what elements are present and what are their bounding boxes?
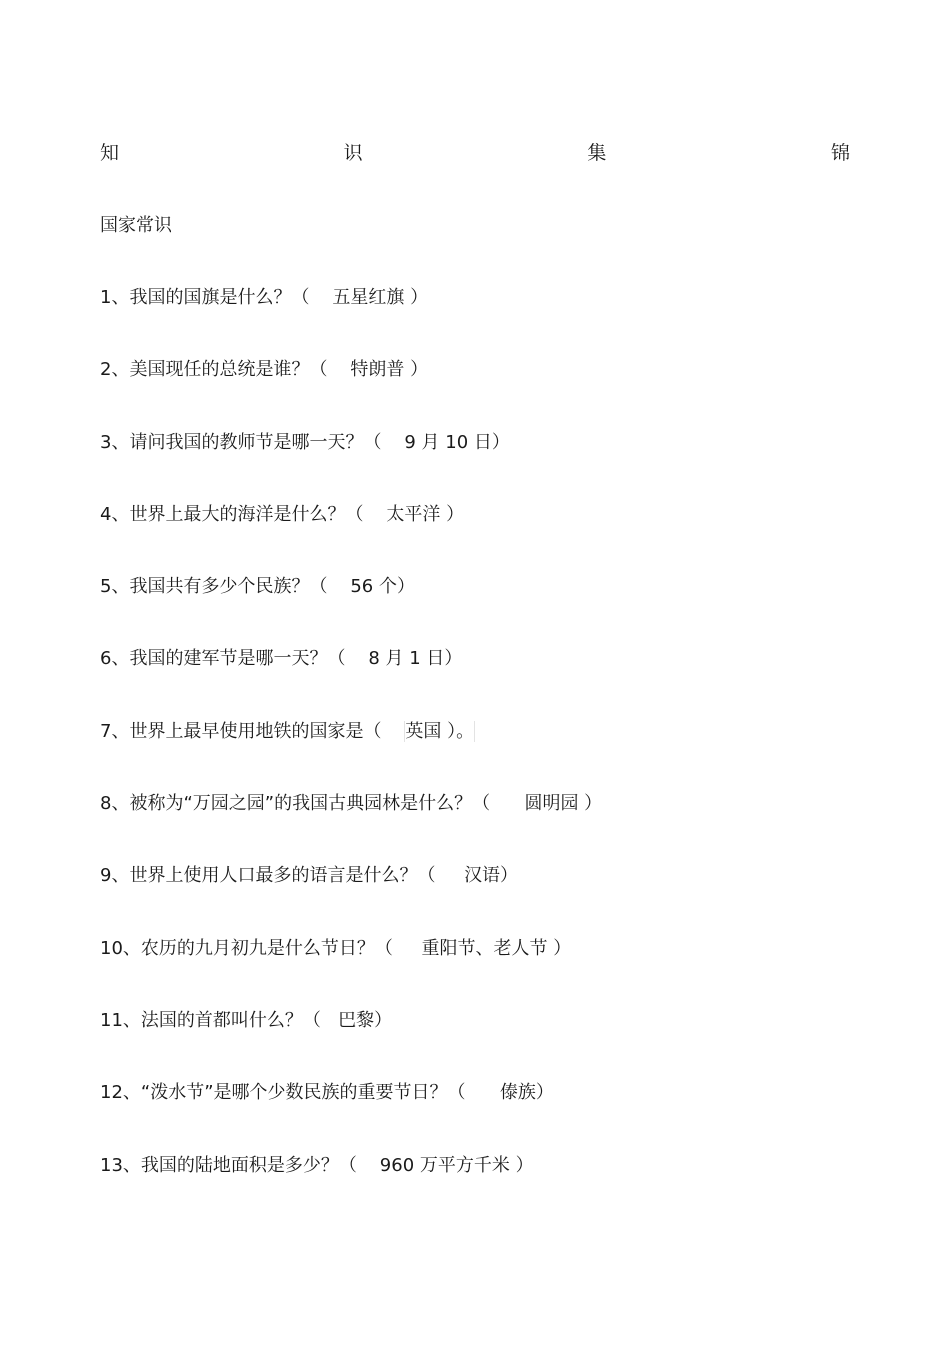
answer-text: 巴黎） bbox=[338, 1009, 393, 1031]
qa-item bbox=[100, 285, 602, 357]
title-char: 识 bbox=[343, 142, 363, 164]
qa-item bbox=[100, 502, 602, 574]
document-title bbox=[100, 140, 850, 166]
title-char: 集 bbox=[587, 142, 607, 164]
qa-item bbox=[100, 791, 602, 863]
qa-item bbox=[100, 936, 602, 1008]
section-heading: 国家常识 bbox=[100, 215, 172, 236]
question-text: 9、世界上使用人口最多的语言是什么？（ bbox=[100, 865, 436, 887]
question-text: 12、“泼水节”是哪个少数民族的重要节日？（ bbox=[100, 1082, 466, 1104]
question-text: 7、世界上最早使用地铁的国家是（ bbox=[100, 720, 382, 742]
answer-text: 9 月 10 日） bbox=[404, 431, 510, 453]
qa-item bbox=[100, 1080, 602, 1152]
question-text: 10、农历的九月初九是什么节日？（ bbox=[100, 937, 393, 959]
question-text: 6、我国的建军节是哪一天？（ bbox=[100, 648, 346, 670]
qa-item bbox=[100, 357, 602, 429]
qa-item bbox=[100, 1008, 602, 1080]
qa-item bbox=[100, 646, 602, 718]
question-text: 2、美国现任的总统是谁？（ bbox=[100, 359, 328, 381]
qa-item bbox=[100, 863, 602, 935]
question-text: 13、我国的陆地面积是多少？（ bbox=[100, 1154, 357, 1176]
answer-text: 圆明园 ） bbox=[524, 793, 603, 815]
qa-list bbox=[100, 285, 602, 1225]
question-text: 4、世界上最大的海洋是什么？（ bbox=[100, 503, 364, 525]
qa-item bbox=[100, 574, 602, 646]
qa-item bbox=[100, 719, 602, 791]
answer-text: 五星红旗 ） bbox=[332, 287, 429, 308]
title-char: 知 bbox=[100, 142, 120, 164]
answer-text: 傣族） bbox=[499, 1082, 554, 1104]
qa-item bbox=[100, 430, 602, 502]
answer-text: 英国 ）。 bbox=[405, 720, 475, 742]
answer-text: 汉语） bbox=[464, 865, 519, 887]
answer-text: 特朗普 ） bbox=[350, 359, 429, 381]
title-char: 锦 bbox=[830, 142, 850, 164]
answer-text: 960 万平方千米 ） bbox=[379, 1154, 534, 1176]
answer-text: 8 月 1 日） bbox=[368, 648, 463, 670]
answer-text: 太平洋 ） bbox=[386, 503, 465, 525]
question-text: 11、法国的首都叫什么？（ bbox=[100, 1009, 321, 1031]
answer-text: 重阳节、老人节 ） bbox=[421, 937, 572, 959]
question-text: 5、我国共有多少个民族？（ bbox=[100, 576, 328, 598]
question-text: 8、被称为“万园之园”的我国古典园林是什么？（ bbox=[100, 793, 491, 815]
answer-text: 56 个） bbox=[350, 576, 415, 598]
question-text: 3、请问我国的教师节是哪一天？（ bbox=[100, 431, 382, 453]
qa-item bbox=[100, 1153, 602, 1225]
question-text: 1、我国的国旗是什么？（ bbox=[100, 287, 310, 308]
